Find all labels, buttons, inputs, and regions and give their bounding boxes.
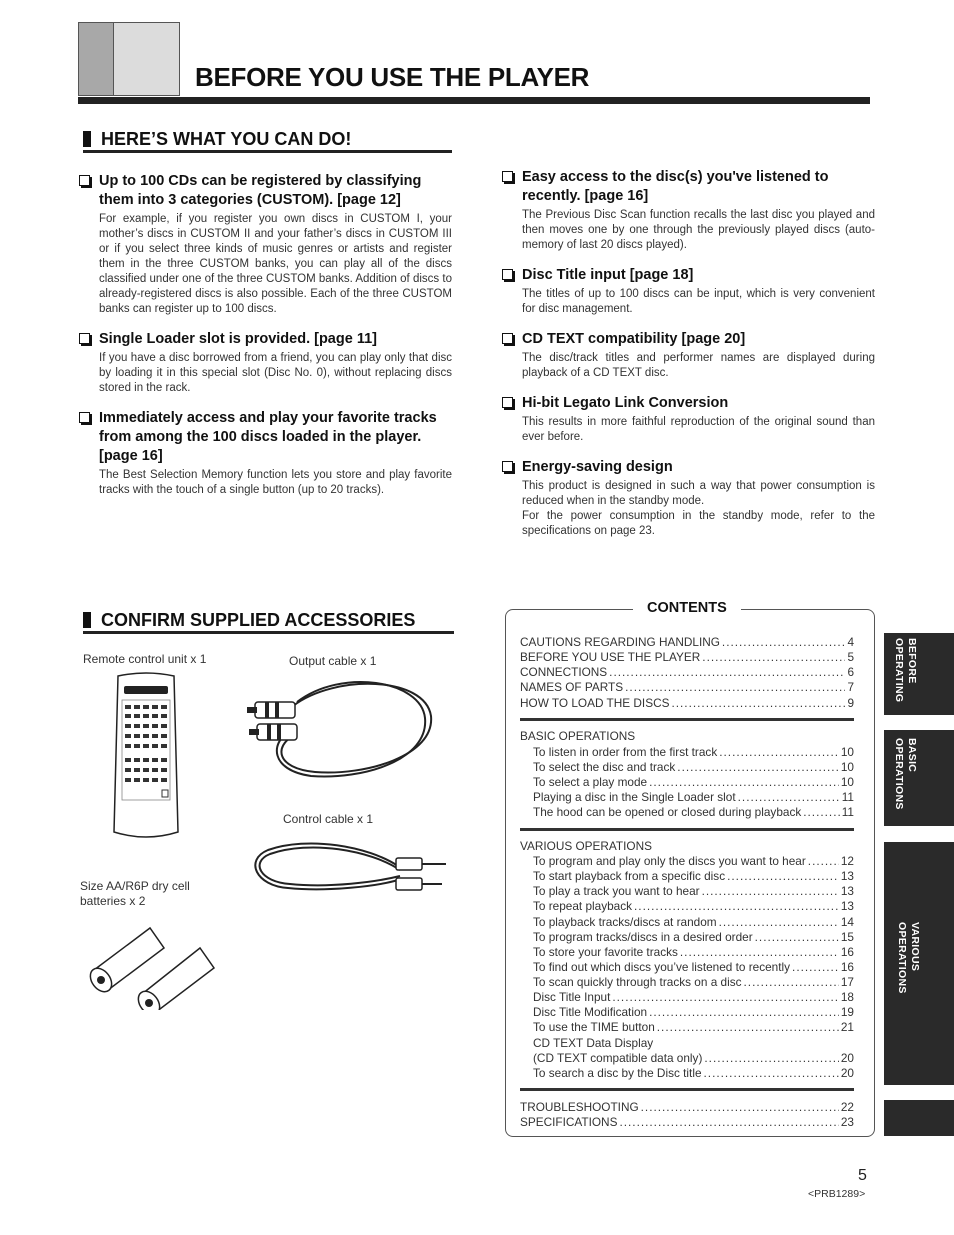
toc-entry <box>533 915 854 930</box>
toc-leader <box>657 1020 839 1035</box>
toc-page: 20 <box>840 1066 854 1080</box>
feature-body: The disc/track titles and performer names are displayed during playback of a CD TEXT disc. <box>522 352 875 379</box>
toc-page: 18 <box>840 990 854 1004</box>
toc-title: (CD TEXT compatible data only) <box>533 1051 703 1065</box>
toc-page: 22 <box>840 1100 854 1114</box>
toc-leader <box>803 805 840 820</box>
page-number: 5 <box>858 1167 867 1184</box>
feature-custom <box>79 172 452 317</box>
header-light-box <box>113 22 180 96</box>
feature-heading-text: Easy access to the disc(s) you've listened to recently. [page 16] <box>522 169 829 204</box>
checkbox-icon <box>79 333 90 344</box>
toc-entry <box>520 680 854 695</box>
toc-leader <box>649 775 839 790</box>
toc-page: 16 <box>840 960 854 974</box>
section-rule <box>83 631 454 634</box>
feature-single-loader <box>79 330 452 396</box>
toc-subheading: CD TEXT Data Display <box>533 1036 654 1050</box>
batteries-label <box>80 879 190 909</box>
toc-group-heading: VARIOUS OPERATIONS <box>520 839 652 853</box>
feature-body: For example, if you register you own discs in CUSTOM I, your mother’s discs in CUSTOM II and your father’s discs in CUSTOM III or if you select three kinds of music genres or artists and register them in the three CUSTOM banks, you can play all of the discs classified under one of the three CUSTOM banks. Addition of discs to already-registered discs is also possible. Each of the three CUSTOM banks can register up to 100 discs. <box>99 213 452 315</box>
feature-heading <box>502 168 875 206</box>
toc-entry <box>520 696 854 711</box>
feature-heading <box>79 409 452 466</box>
contents-title: CONTENTS <box>633 600 741 616</box>
tab-various-operations[interactable] <box>884 842 954 1085</box>
toc-title: To use the TIME button <box>533 1020 655 1034</box>
toc-leader <box>625 680 845 695</box>
toc-title: To listen in order from the first track <box>533 745 718 759</box>
toc-leader <box>671 696 845 711</box>
section-bar-icon <box>83 612 91 628</box>
toc-entry <box>533 945 854 960</box>
toc-leader <box>702 884 839 899</box>
toc-divider <box>520 1088 854 1091</box>
feature-previous-disc <box>502 168 875 253</box>
toc-title: The hood can be opened or closed during playback <box>533 805 802 819</box>
toc-page: 5 <box>847 650 854 664</box>
header-gray-box <box>78 22 114 96</box>
toc-title: To store your favorite tracks <box>533 945 678 959</box>
toc-leader <box>792 960 839 975</box>
feature-heading <box>502 394 875 413</box>
toc-entry <box>533 790 854 805</box>
toc-page: 10 <box>840 745 854 759</box>
section-title-text: CONFIRM SUPPLIED ACCESSORIES <box>101 610 416 630</box>
toc-page: 10 <box>840 760 854 774</box>
toc-title: To find out which discs you’ve listened to recently <box>533 960 791 974</box>
page-title: BEFORE YOU USE THE PLAYER <box>195 62 590 92</box>
toc-title: HOW TO LOAD THE DISCS <box>520 696 670 710</box>
feature-heading <box>502 458 875 477</box>
tab-label: OPERATING <box>893 638 905 703</box>
checkbox-icon <box>502 171 513 182</box>
toc-entry <box>533 745 854 760</box>
toc-page: 10 <box>840 775 854 789</box>
toc-title: TROUBLESHOOTING <box>520 1100 639 1114</box>
toc-title: To program tracks/discs in a desired order <box>533 930 753 944</box>
control-cable-label: Control cable x 1 <box>283 812 374 826</box>
tab-basic-operations[interactable] <box>884 730 954 826</box>
feature-body: This product is designed in such a way that power consumption is reduced when in the standby mode. <box>522 480 875 507</box>
toc-leader <box>727 869 839 884</box>
section-title-text: HERE’S WHAT YOU CAN DO! <box>101 129 352 149</box>
toc-page: 15 <box>840 930 854 944</box>
tab-label: BEFORE <box>906 638 918 684</box>
toc-title: Playing a disc in the Single Loader slot <box>533 790 736 804</box>
section-rule <box>83 150 452 153</box>
toc-leader <box>808 854 839 869</box>
feature-heading-text: Energy-saving design <box>522 459 673 475</box>
toc-entry <box>520 650 854 665</box>
feature-best-selection <box>79 409 452 498</box>
toc-leader <box>719 745 839 760</box>
toc-leader <box>609 665 845 680</box>
toc-page: 19 <box>840 1005 854 1019</box>
feature-heading-text: Up to 100 CDs can be registered by classifying them into 3 categories (CUSTOM). [page 12] <box>99 173 422 208</box>
toc-entry <box>520 665 854 680</box>
feature-heading <box>79 330 452 349</box>
toc-entry <box>533 854 854 869</box>
toc-page: 4 <box>847 635 854 649</box>
toc-leader <box>702 650 845 665</box>
toc-leader <box>680 945 839 960</box>
toc-leader <box>744 975 839 990</box>
toc-leader <box>677 760 839 775</box>
control-cable-image <box>248 836 448 906</box>
toc-title: Disc Title Input <box>533 990 611 1004</box>
toc-page: 11 <box>841 805 854 819</box>
feature-heading <box>79 172 452 210</box>
section-title-accessories <box>83 610 415 631</box>
toc-title: CONNECTIONS <box>520 665 608 679</box>
toc-page: 13 <box>840 869 854 883</box>
toc-title: BEFORE YOU USE THE PLAYER <box>520 650 701 664</box>
toc-entry <box>533 775 854 790</box>
feature-body-2: For the power consumption in the standby mode, refer to the specifications on page 23. <box>522 510 875 537</box>
feature-body: The Previous Disc Scan function recalls the last disc you played and then moves one by one through the previously played discs (auto-memory of last 20 discs played). <box>522 209 875 251</box>
section-bar-icon <box>83 131 91 147</box>
batteries-label-line1: Size AA/R6P dry cell <box>80 879 190 893</box>
toc-page: 16 <box>840 945 854 959</box>
feature-body: If you have a disc borrowed from a friend, you can play only that disc by loading it in this special slot (Disc No. 0), without replacing discs stored in the rack. <box>99 352 452 394</box>
toc-title: SPECIFICATIONS <box>520 1115 618 1129</box>
output-cable-label: Output cable x 1 <box>289 654 377 668</box>
feature-disc-title <box>502 266 875 317</box>
toc-leader <box>704 1066 839 1081</box>
toc-title: NAMES OF PARTS <box>520 680 624 694</box>
toc-title: To playback tracks/discs at random <box>533 915 717 929</box>
toc-entry <box>533 1066 854 1081</box>
feature-heading-text: Hi-bit Legato Link Conversion <box>522 395 729 411</box>
toc-entry <box>533 990 854 1005</box>
toc-entry <box>533 760 854 775</box>
toc-title: To select the disc and track <box>533 760 676 774</box>
toc-leader <box>704 1051 838 1066</box>
feature-body: This results in more faithful reproduction of the original sound than ever before. <box>522 416 875 443</box>
toc-page: 21 <box>840 1020 854 1034</box>
toc-page: 11 <box>841 790 854 804</box>
toc-leader <box>612 990 839 1005</box>
toc-entry <box>533 930 854 945</box>
toc-page: 13 <box>840 884 854 898</box>
toc-group-heading: BASIC OPERATIONS <box>520 729 636 743</box>
feature-body: The titles of up to 100 discs can be input, which is very convenient for disc management. <box>522 288 875 315</box>
toc-entry <box>533 805 854 820</box>
toc-title: To repeat playback <box>533 899 633 913</box>
toc-page: 14 <box>840 915 854 929</box>
feature-heading-text: CD TEXT compatibility [page 20] <box>522 331 746 347</box>
feature-heading <box>502 266 875 285</box>
feature-energy-saving <box>502 458 875 539</box>
toc-title: CAUTIONS REGARDING HANDLING <box>520 635 720 649</box>
toc-leader <box>738 790 840 805</box>
header-rule <box>78 97 870 104</box>
toc-leader <box>755 930 839 945</box>
toc-leader <box>719 915 839 930</box>
toc-divider <box>520 718 854 721</box>
checkbox-icon <box>79 412 90 423</box>
checkbox-icon <box>502 269 513 280</box>
toc-title: To search a disc by the Disc title <box>533 1066 702 1080</box>
checkbox-icon <box>502 397 513 408</box>
toc-page: 7 <box>847 680 854 694</box>
toc-entry <box>533 1005 854 1020</box>
feature-heading <box>502 330 875 349</box>
tab-label: VARIOUS <box>909 922 921 972</box>
toc-leader <box>619 1115 838 1130</box>
toc-entry <box>533 884 854 899</box>
toc-page: 6 <box>847 665 854 679</box>
tab-label: BASIC <box>906 738 918 773</box>
feature-heading-text: Single Loader slot is provided. [page 11] <box>99 331 377 347</box>
toc-entry <box>520 1115 854 1130</box>
toc-title: To select a play mode <box>533 775 648 789</box>
toc-title: To scan quickly through tracks on a disc <box>533 975 742 989</box>
feature-legato-link <box>502 394 875 445</box>
remote-label: Remote control unit x 1 <box>83 652 207 666</box>
tab-label: OPERATIONS <box>896 922 908 994</box>
toc-page: 13 <box>840 899 854 913</box>
toc-title: To play a track you want to hear <box>533 884 700 898</box>
checkbox-icon <box>502 461 513 472</box>
toc-entry <box>520 1100 854 1115</box>
toc-title: Disc Title Modification <box>533 1005 648 1019</box>
section-title-what-you-can-do <box>83 129 351 150</box>
feature-heading-text: Immediately access and play your favorite tracks from among the 100 discs loaded in the player. [page 16] <box>99 410 437 464</box>
tab-label: OPERATIONS <box>893 738 905 810</box>
tab-before-operating[interactable] <box>884 633 954 715</box>
toc-entry <box>533 1020 854 1035</box>
toc-page: 9 <box>847 696 854 710</box>
toc-entry <box>520 635 854 650</box>
toc-leader <box>649 1005 839 1020</box>
toc-page: 12 <box>840 854 854 868</box>
batteries-image <box>88 922 223 1010</box>
toc-title: To start playback from a specific disc <box>533 869 726 883</box>
toc-title: To program and play only the discs you want to hear <box>533 854 806 868</box>
checkbox-icon <box>502 333 513 344</box>
toc-entry <box>533 960 854 975</box>
feature-cd-text <box>502 330 875 381</box>
toc-page: 23 <box>840 1115 854 1129</box>
toc-entry <box>533 1051 854 1066</box>
toc-page: 17 <box>840 975 854 989</box>
toc-leader <box>634 899 839 914</box>
remote-control-image <box>110 672 182 844</box>
toc-leader <box>641 1100 839 1115</box>
toc-divider <box>520 828 854 831</box>
toc-page: 20 <box>840 1051 854 1065</box>
feature-body: The Best Selection Memory function lets you store and play favorite tracks with the touch of a single button (up to 20 tracks). <box>99 469 452 496</box>
batteries-label-line2: batteries x 2 <box>80 894 146 908</box>
toc-entry <box>533 975 854 990</box>
checkbox-icon <box>79 175 90 186</box>
feature-heading-text: Disc Title input [page 18] <box>522 267 694 283</box>
toc-leader <box>722 635 846 650</box>
toc-entry <box>533 899 854 914</box>
output-cable-image <box>245 676 437 784</box>
toc-entry <box>533 869 854 884</box>
tab-blank[interactable] <box>884 1100 954 1136</box>
document-code: <PRB1289> <box>808 1188 866 1200</box>
